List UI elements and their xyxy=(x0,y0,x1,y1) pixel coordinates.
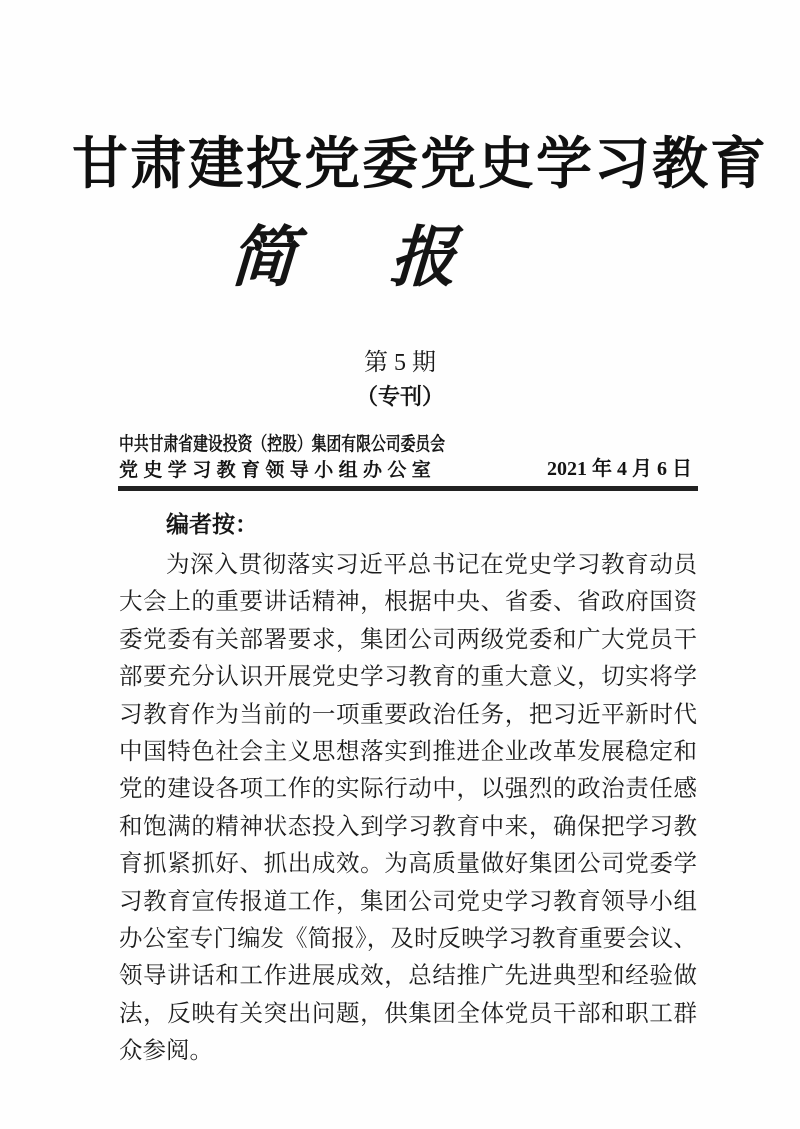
issue-type-label: （专刊） xyxy=(355,384,444,409)
issuer-committee-line: 中共甘肃省建设投资（控股）集团有限公司委员会 xyxy=(119,434,446,455)
masthead-divider-rule xyxy=(118,486,698,491)
issuer-office-line: 党史学习教育领导小组办公室 xyxy=(119,460,437,481)
editor-note-paragraph: 为深入贯彻落实习近平总书记在党史学习教育动员大会上的重要讲话精神，根据中央、省委、省政府国资委党委有关部署要求，集团公司两级党委和广大党员干部要充分认识开展党史学习教育的重大意义，切实将学习教育作为当前的一项重要政治任务，把习近平新时代中国特色社会主义思想落实到推进企业改革发展稳定和党的建设各项工作的实际行动中，以强烈的政治责任感和饱满的精神状态投入到学习教育中来，确保把学习教育抓紧抓好、抓出成效。为高质量做好集团公司党委学习教育宣传报道工作，集团公司党史学习教育领导小组办公室专门编发《简报》，及时反映学习教育重要会议、领导讲话和工作进展成效，总结推广先进典型和经验做法，反映有关突出问题，供集团全体党员干部和职工群众参阅。 xyxy=(119,552,697,1065)
issuer-row xyxy=(119,433,698,483)
issue-number: 第 5 期 xyxy=(364,350,436,376)
masthead-org-title: 甘肃建投党委党史学习教育 xyxy=(72,132,768,195)
issue-date: 2021 年 4 月 6 日 xyxy=(547,458,692,480)
editor-note-label: 编者按： xyxy=(166,512,258,537)
masthead-bulletin-title: 简 报 xyxy=(228,222,472,295)
